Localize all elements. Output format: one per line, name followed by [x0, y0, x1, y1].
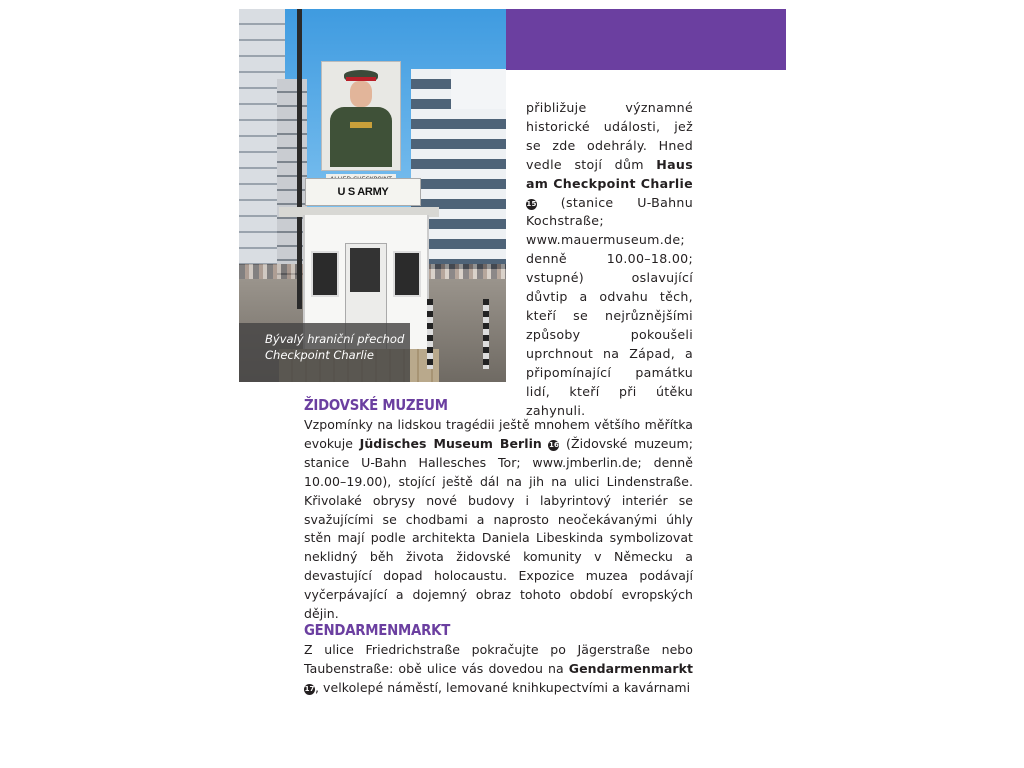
soldier-cap-band [346, 77, 376, 81]
section-paragraph [304, 416, 693, 624]
soldier-uniform [330, 107, 392, 167]
paragraph-text: (stanice U-Bahnu Kochstraße; www.mauermuseum.de; denně 10.00–18.00; vstupné) oslavující důvtip a odvahu těch, kteří se nejrůznějšími způsoby pokoušeli uprchnout na Západ, a připomínající památku lidí, kteří při útěku zahynuli. [526, 194, 693, 418]
section-gendarmenmarkt [304, 621, 693, 698]
paragraph-text: Vzpomínky na lidskou tragédii ještě mnohem většího měřítka evokuje [304, 417, 693, 451]
paragraph-text: přibližuje významné historické události, jež se zde odehrály. Hned vedle stojí dům [526, 100, 693, 172]
section-jewish-museum [304, 396, 693, 624]
photo-caption [265, 331, 415, 363]
sign-pole [297, 9, 302, 309]
place-name: Gendarmenmarkt [568, 660, 693, 676]
paragraph-text: (Židovské muzeum; stanice U-Bahn Hallesches Tor; www.jmberlin.de; denně 10.00–19.00), stojící ještě dál na jih na ulici Lindenstraße. Křivolaké obrysy nové budovy i labyrintový interiér se svažujícími se chodbami a naprosto neočekávanými úhly stěn mají podle architekta Daniela Libeskinda symbolizovat neklidný běh života židovské komunity v Německu a devastující dopad holocaustu. Expozice muzea podávají vyčerpávající a dojemný obraz tohoto období evropských dějin. [304, 435, 693, 622]
map-marker-icon: 15 [526, 199, 537, 208]
building-right-top [451, 69, 506, 109]
us-army-checkpoint-sign: U S ARMY [305, 178, 421, 206]
barrier-post [427, 299, 433, 369]
header-accent-bar [506, 9, 786, 70]
place-name: Jüdisches Museum Berlin [359, 435, 542, 451]
caption-line-1: Bývalý hraniční přechod [265, 332, 405, 346]
section-paragraph [304, 641, 693, 698]
paragraph-text: , velkolepé náměstí, lemované knihkupectvími a kavárnami [315, 679, 691, 695]
soldier-face [350, 81, 372, 107]
section-heading: GENDARMENMARKT [304, 621, 451, 639]
guardhouse-door-window [350, 248, 380, 292]
caption-line-2: Checkpoint Charlie [265, 348, 374, 362]
barrier-post [483, 299, 489, 369]
section-heading: ŽIDOVSKÉ MUZEUM [304, 396, 448, 414]
soldier-portrait-sign [321, 61, 401, 171]
paragraph-text: Z ulice Friedrichstraße pokračujte po Jägerstraße nebo Taubenstraße: obě ulice vás dovedou na [304, 642, 693, 676]
map-marker-icon: 17 [304, 684, 315, 693]
side-column-text [526, 99, 693, 420]
guardhouse-window-right [393, 251, 421, 297]
soldier-medal [350, 122, 372, 128]
map-marker-icon: 16 [549, 440, 559, 449]
checkpoint-paragraph [526, 99, 693, 420]
guardhouse-window-left [311, 251, 339, 297]
checkpoint-charlie-photo [239, 9, 506, 382]
place-name: Haus am Checkpoint Charlie [526, 156, 693, 191]
